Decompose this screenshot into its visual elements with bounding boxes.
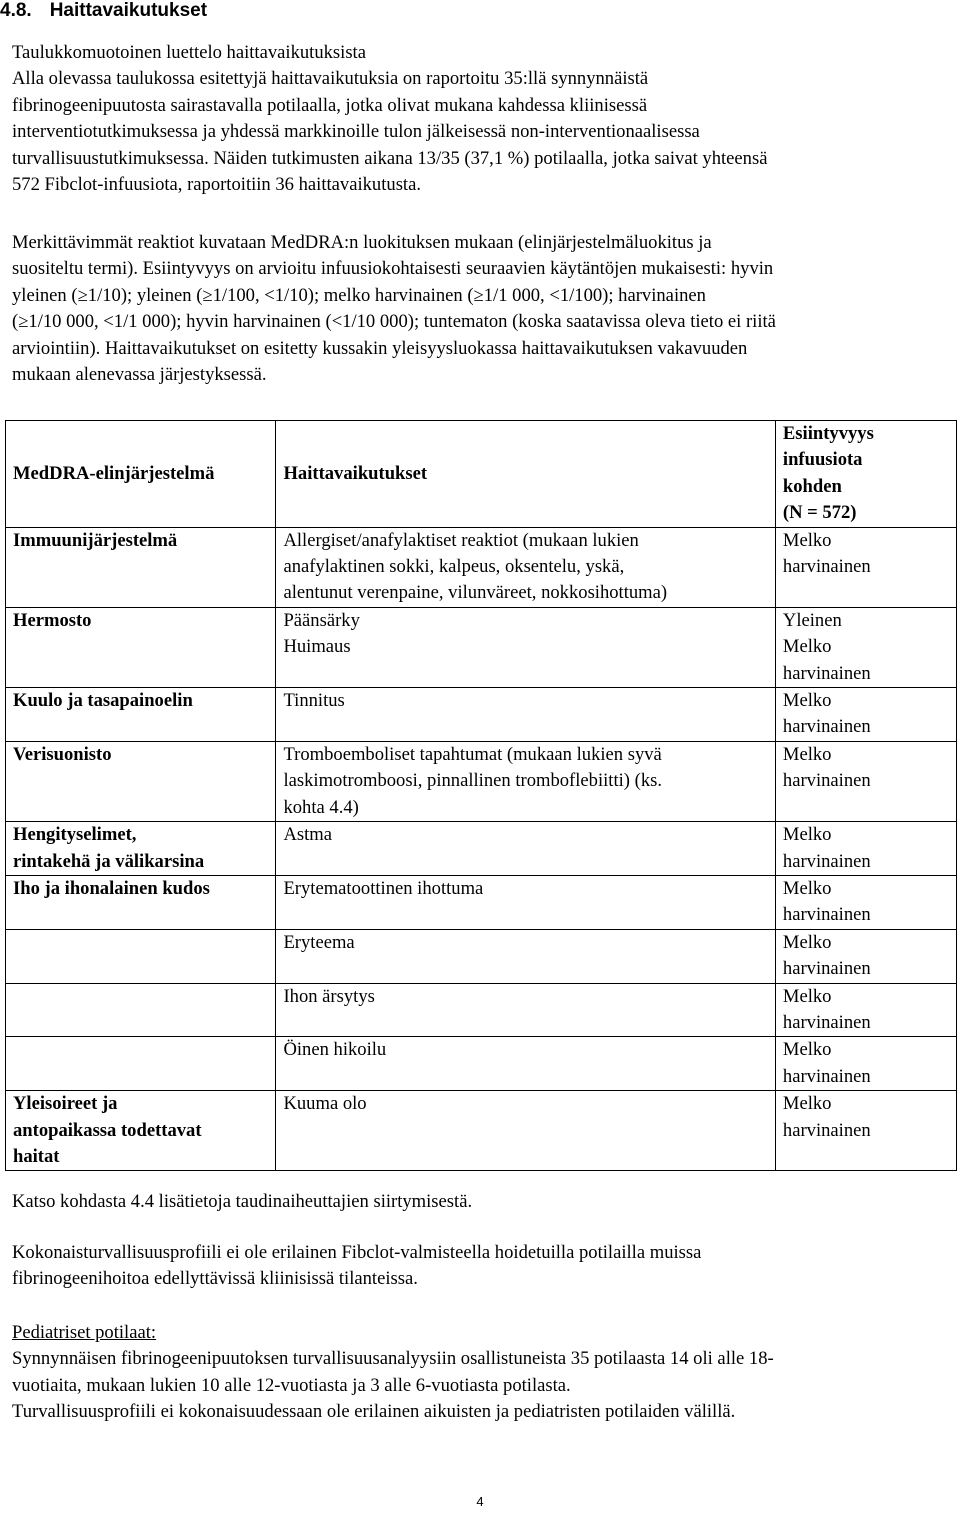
system-organ-class-cell-line: Yleisoireet ja [13, 1093, 118, 1115]
frequency-cell-line: Melko [782, 636, 832, 658]
adverse-effect-cell [276, 607, 775, 687]
system-organ-class-cell [6, 822, 276, 876]
classification-line: Merkittävimmät reaktiot kuvataan MedDRA:n luokituksen mukaan (elinjärjestelmäluokitus ja [12, 232, 712, 253]
table-row [6, 1037, 957, 1091]
frequency-cell [775, 822, 956, 876]
classification-line: suositeltu termi). Esiintyvyys on arvioitu infuusiokohtaisesti seuraavien käytäntöjen mukaisesti: hyvin [12, 258, 774, 280]
system-organ-class-cell-line: Verisuonisto [13, 743, 112, 765]
frequency-cell [775, 875, 956, 929]
table-header-row [6, 421, 957, 528]
frequency-cell [775, 607, 956, 687]
frequency-cell-line: harvinainen [782, 556, 871, 578]
adverse-effect-cell [276, 741, 775, 821]
frequency-cell [775, 1091, 956, 1171]
safety-line: fibrinogeenihoitoa edellyttävissä kliinisissä tilanteissa. [12, 1268, 418, 1290]
frequency-cell-line: harvinainen [782, 770, 871, 792]
frequency-cell [775, 983, 956, 1037]
adverse-effect-cell-line: Erytematoottinen ihottuma [283, 877, 484, 899]
adverse-effect-cell-line: Kuuma olo [283, 1093, 367, 1115]
adverse-effect-cell [276, 688, 775, 742]
frequency-cell-line: Melko [782, 877, 832, 899]
intro-line: 572 Fibclot-infuusiota, raportoitiin 36 haittavaikutusta. [12, 174, 421, 196]
intro-line: interventiotutkimuksessa ja yhdessä markkinoille tulon jälkeisessä non-interventionaalisessa [12, 121, 700, 143]
intro-line: Alla olevassa taulukossa esitettyjä haittavaikutuksia on raportoitu 35:llä synnynnäistä [12, 68, 649, 90]
adverse-effect-cell-line: Allergiset/anafylaktiset reaktiot (mukaan lukien [283, 529, 639, 551]
table-row [6, 607, 957, 687]
frequency-cell [775, 688, 956, 742]
frequency-cell-line: harvinainen [782, 904, 871, 926]
table-row [6, 929, 957, 983]
frequency-cell-line: Melko [782, 690, 832, 712]
classification-line: yleinen (≥1/10); yleinen (≥1/100, <1/10); melko harvinainen (≥1/1 000, <1/100); harvinainen [12, 284, 706, 306]
header-frequency: Esiintyvyys infuusiota kohden (N = 572) [775, 421, 956, 528]
frequency-cell-line: Melko [782, 1093, 832, 1115]
frequency-cell [775, 527, 956, 607]
adverse-effect-cell-line: Päänsärky [283, 609, 360, 631]
intro-line: turvallisuustutkimuksessa. Näiden tutkimusten aikana 13/35 (37,1 %) potilaalla, jotka saivat yhteensä [12, 147, 768, 169]
system-organ-class-cell [6, 929, 276, 983]
pediatric-line: Synnynnäisen fibrinogeenipuutoksen turvallisuusanalyysiin osallistuneista 35 potilaasta 14 oli alle 18- [12, 1348, 774, 1370]
adverse-effect-cell-line: Öinen hikoilu [283, 1039, 387, 1061]
table-row [6, 875, 957, 929]
frequency-cell-line: Melko [782, 743, 832, 765]
table-row [6, 822, 957, 876]
system-organ-class-cell [6, 983, 276, 1037]
frequency-cell-line: Melko [782, 824, 832, 846]
system-organ-class-cell [6, 875, 276, 929]
system-organ-class-cell-line: Kuulo ja tasapainoelin [13, 690, 193, 712]
system-organ-class-cell-line: rintakehä ja välikarsina [13, 850, 205, 872]
system-organ-class-cell-line: Immuunijärjestelmä [13, 529, 178, 551]
table-row [6, 688, 957, 742]
classification-line: mukaan alenevassa järjestyksessä. [12, 364, 267, 386]
frequency-cell-line: Melko [782, 1039, 832, 1061]
section-number: 4.8. [0, 0, 32, 21]
frequency-cell-line: harvinainen [782, 1011, 871, 1033]
intro-paragraph [12, 40, 942, 198]
frequency-cell [775, 929, 956, 983]
adverse-effect-cell-line: Eryteema [283, 931, 355, 953]
table-row [6, 527, 957, 607]
adverse-effect-cell-line: anafylaktinen sokki, kalpeus, oksentelu, yskä, [283, 556, 625, 578]
system-organ-class-cell [6, 1091, 276, 1171]
adverse-effect-cell-line: Tromboemboliset tapahtumat (mukaan lukien syvä [283, 743, 662, 765]
page-number: 4 [476, 1494, 484, 1509]
adverse-effect-cell-line: Ihon ärsytys [283, 985, 375, 1007]
system-organ-class-cell-line: Hengityselimet, [13, 824, 137, 846]
adverse-effect-cell-line: Tinnitus [283, 690, 345, 712]
system-organ-class-cell [6, 1037, 276, 1091]
table-row [6, 741, 957, 821]
intro-line: fibrinogeenipuutosta sairastavalla potilaalla, jotka olivat mukana kahdessa kliinisessä [12, 94, 648, 116]
system-organ-class-cell-line: haitat [13, 1145, 60, 1167]
frequency-cell-line: Melko [782, 931, 832, 953]
classification-line: arviointiin). Haittavaikutukset on esitetty kussakin yleisyysluokassa haittavaikutuksen vakavuuden [12, 337, 748, 359]
safety-line: Kokonaisturvallisuusprofiili ei ole erilainen Fibclot-valmisteella hoidetuilla potilailla muissa [12, 1242, 702, 1263]
frequency-cell [775, 1037, 956, 1091]
adverse-effect-cell [276, 527, 775, 607]
classification-line: (≥1/10 000, <1/1 000); hyvin harvinainen (<1/10 000); tuntematon (koska saatavissa oleva tieto ei riitä [12, 311, 776, 333]
adverse-effect-cell [276, 822, 775, 876]
intro-subtitle: Taulukkomuotoinen luettelo haittavaikutuksista [12, 42, 366, 63]
adverse-effect-cell [276, 1037, 775, 1091]
adverse-effect-cell-line: alentunut verenpaine, vilunväreet, nokkosihottuma) [283, 582, 668, 604]
frequency-cell-line: harvinainen [782, 958, 871, 980]
frequency-cell-line: harvinainen [782, 1065, 871, 1087]
see-also-note [12, 1189, 942, 1215]
frequency-cell-line: Melko [782, 529, 832, 551]
frequency-cell-line: Melko [782, 985, 832, 1007]
adverse-effect-cell-line: Astma [283, 824, 332, 846]
section-heading [0, 0, 207, 22]
header-system: MedDRA-elinjärjestelmä [6, 421, 276, 528]
adverse-effect-cell [276, 983, 775, 1037]
frequency-cell-line: harvinainen [782, 1119, 871, 1141]
frequency-cell-line: harvinainen [782, 662, 871, 684]
table-row [6, 983, 957, 1037]
adverse-effect-cell [276, 1091, 775, 1171]
system-organ-class-cell [6, 527, 276, 607]
system-organ-class-cell-line: antopaikassa todettavat [13, 1119, 202, 1141]
pediatric-line: vuotiaita, mukaan lukien 10 alle 12-vuotiasta ja 3 alle 6-vuotiasta potilasta. [12, 1374, 571, 1396]
system-organ-class-cell [6, 688, 276, 742]
header-effects: Haittavaikutukset [276, 421, 775, 528]
adverse-effect-cell [276, 929, 775, 983]
adverse-effect-cell-line: laskimotromboosi, pinnallinen tromboflebiitti) (ks. [283, 770, 663, 792]
adverse-reactions-table [5, 420, 957, 1171]
frequency-cell-line: harvinainen [782, 716, 871, 738]
pediatric-paragraph [12, 1320, 942, 1426]
classification-paragraph [12, 230, 942, 388]
adverse-effect-cell [276, 875, 775, 929]
system-organ-class-cell [6, 607, 276, 687]
frequency-cell-line: harvinainen [782, 850, 871, 872]
frequency-cell-line: Yleinen [782, 609, 842, 631]
system-organ-class-cell-line: Iho ja ihonalainen kudos [13, 877, 210, 899]
pediatric-line: Turvallisuusprofiili ei kokonaisuudessaan ole erilainen aikuisten ja pediatristen potilaiden välillä. [12, 1401, 736, 1423]
system-organ-class-cell-line: Hermosto [13, 609, 92, 631]
safety-profile-paragraph [12, 1240, 942, 1293]
see-also-text: Katso kohdasta 4.4 lisätietoja taudinaiheuttajien siirtymisestä. [12, 1191, 473, 1212]
pediatric-heading: Pediatriset potilaat: [12, 1322, 157, 1343]
table-row [6, 1091, 957, 1171]
frequency-cell [775, 741, 956, 821]
adverse-effect-cell-line: kohta 4.4) [283, 796, 359, 818]
adverse-effect-cell-line: Huimaus [283, 636, 351, 658]
system-organ-class-cell [6, 741, 276, 821]
section-title: Haittavaikutukset [49, 0, 208, 21]
